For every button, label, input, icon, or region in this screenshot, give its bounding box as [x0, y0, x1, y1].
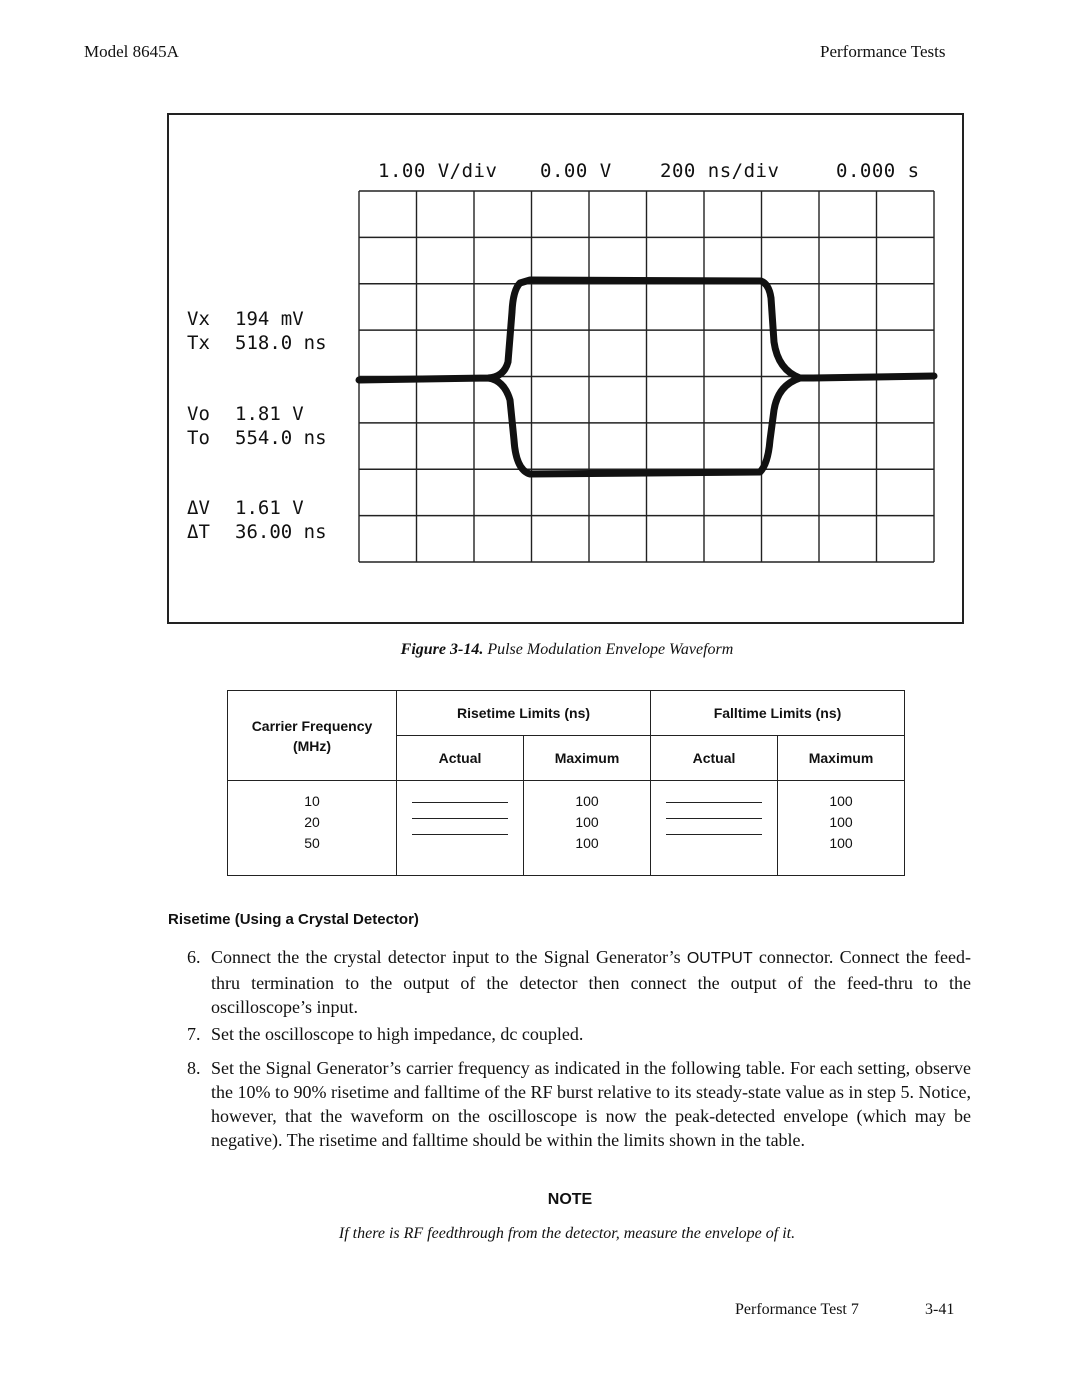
- output-connector-label: OUTPUT: [686, 950, 753, 967]
- marker-label: Tx: [187, 332, 210, 354]
- section-title: Risetime (Using a Crystal Detector): [168, 911, 419, 928]
- fall-max-value: 100: [829, 814, 853, 830]
- figure-caption: [0, 641, 1080, 659]
- marker-value: 194 mV: [235, 308, 304, 330]
- scope-volts-per-div: 1.00 V/div: [378, 160, 498, 182]
- table-row-freq: 50: [304, 835, 320, 851]
- marker-value: 36.00 ns: [235, 521, 327, 543]
- scope-time-per-div: 200 ns/div: [660, 160, 780, 182]
- marker-label: ΔT: [187, 521, 210, 543]
- figure-title: Pulse Modulation Envelope Waveform: [487, 641, 734, 658]
- column-rise-maximum: [524, 781, 651, 876]
- fall-max-value: 100: [829, 793, 853, 809]
- step-8: [187, 1056, 971, 1152]
- note-title: NOTE: [547, 1191, 593, 1208]
- step-text: Set the Signal Generator’s carrier frequency as indicated in the following table. For each setting, observe the 10% to 90% risetime and falltime of the RF burst relative to its steady-state value as in step 5. Notice, however, that the waveform on the oscilloscope is now the peak-detected envelope (which may be negative). The risetime and falltime should be within the limits shown in the table.: [211, 1058, 971, 1150]
- footer-test-name: Performance Test 7: [735, 1301, 859, 1318]
- step-number: 6.: [187, 947, 201, 967]
- rise-max-value: 100: [575, 793, 599, 809]
- running-header-left: Model 8645A: [84, 42, 179, 61]
- page-number: 3-41: [925, 1301, 955, 1318]
- header-carrier-frequency: Carrier Frequency (MHz): [228, 691, 397, 781]
- note-text: If there is RF feedthrough from the detector, measure the envelope of it.: [338, 1225, 796, 1242]
- scope-display: [0, 0, 1080, 640]
- scope-offset: 0.00 V: [540, 160, 612, 182]
- scope-delay: 0.000 s: [836, 160, 920, 182]
- marker-label: Vx: [187, 308, 210, 330]
- column-carrier-frequency: [228, 781, 397, 876]
- limits-table: [227, 690, 905, 876]
- rise-actual-blank: [412, 801, 508, 803]
- fall-actual-blank: [666, 817, 762, 819]
- table-row-freq: 20: [304, 814, 320, 830]
- marker-label: To: [187, 427, 210, 449]
- rise-actual-blank: [412, 833, 508, 835]
- marker-value: 1.61 V: [235, 497, 304, 519]
- column-fall-maximum: [778, 781, 905, 876]
- header-falltime-limits: Falltime Limits (ns): [651, 691, 905, 736]
- table-row-freq: 10: [304, 793, 320, 809]
- rise-actual-blank: [412, 817, 508, 819]
- step-number: 8.: [187, 1058, 201, 1078]
- step-6: [187, 945, 971, 1019]
- running-header-right: Performance Tests: [820, 42, 946, 61]
- header-rise-maximum: Maximum: [524, 736, 651, 781]
- step-7: [187, 1022, 971, 1046]
- marker-value: 518.0 ns: [235, 332, 327, 354]
- figure-number: Figure 3-14.: [400, 641, 484, 658]
- step-text: Connect the the crystal detector input to the Signal Generator’s OUTPUT connector. Connect the feed-thru termination to the output of the detector then connect the output of the feed-thru to the oscilloscope’s input.: [211, 947, 971, 1017]
- column-fall-actual: [651, 781, 778, 876]
- column-rise-actual: [397, 781, 524, 876]
- rise-max-value: 100: [575, 835, 599, 851]
- header-fall-maximum: Maximum: [778, 736, 905, 781]
- fall-actual-blank: [666, 833, 762, 835]
- fall-actual-blank: [666, 801, 762, 803]
- marker-value: 554.0 ns: [235, 427, 327, 449]
- marker-label: ΔV: [187, 497, 210, 519]
- header-fall-actual: Actual: [651, 736, 778, 781]
- header-risetime-limits: Risetime Limits (ns): [397, 691, 651, 736]
- fall-max-value: 100: [829, 835, 853, 851]
- marker-value: 1.81 V: [235, 403, 304, 425]
- marker-label: Vo: [187, 403, 210, 425]
- header-rise-actual: Actual: [397, 736, 524, 781]
- step-number: 7.: [187, 1024, 201, 1044]
- rise-max-value: 100: [575, 814, 599, 830]
- step-text: Set the oscilloscope to high impedance, dc coupled.: [211, 1024, 584, 1044]
